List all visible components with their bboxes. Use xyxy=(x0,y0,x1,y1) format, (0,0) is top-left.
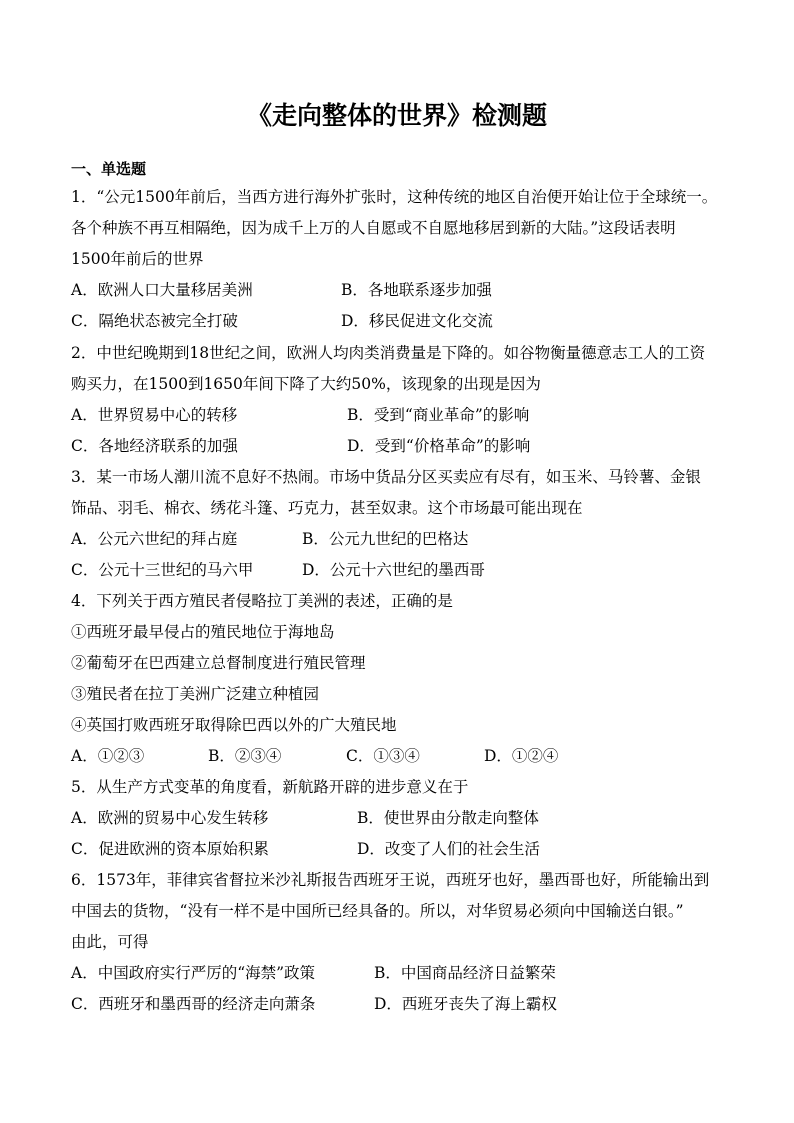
option-a: A．世界贸易中心的转移 xyxy=(71,406,238,424)
question-stem-line: 1．“公元1500年前后，当西方进行海外扩张时，这种传统的地区自治便开始让位于全球统一。 xyxy=(71,188,718,206)
question-stem-line: 1500年前后的世界 xyxy=(71,250,204,268)
option-b: B．使世界由分散走向整体 xyxy=(357,809,539,827)
option-row xyxy=(71,309,731,340)
option-row xyxy=(71,558,731,589)
question-stem-line: 5．从生产方式变革的角度看，新航路开辟的进步意义在于 xyxy=(71,778,469,796)
page-title: 《走向整体的世界》检测题 xyxy=(246,101,547,130)
statement-2: ②葡萄牙在巴西建立总督制度进行殖民管理 xyxy=(71,654,366,672)
question-stem-line: 中国去的货物，“没有一样不是中国所已经具备的。所以，对华贸易必须向中国输送白银。” xyxy=(71,902,684,920)
option-row xyxy=(71,992,731,1023)
option-c: C．促进欧洲的资本原始积累 xyxy=(71,840,269,858)
statement-3: ③殖民者在拉丁美洲广泛建立种植园 xyxy=(71,685,320,703)
option-b: B．受到“商业革命”的影响 xyxy=(347,406,530,424)
option-a: A．欧洲的贸易中心发生转移 xyxy=(71,809,269,827)
question-stem-line: 3．某一市场人潮川流不息好不热闹。市场中货品分区买卖应有尽有，如玉米、马铃薯、金银 xyxy=(71,468,701,486)
question-stem-line: 购买力，在1500到1650年间下降了大约50%，该现象的出现是因为 xyxy=(71,375,541,393)
option-a: A．公元六世纪的拜占庭 xyxy=(71,530,238,548)
question-3 xyxy=(71,465,731,589)
statement-4: ④英国打败西班牙取得除巴西以外的广大殖民地 xyxy=(71,716,397,734)
question-stem-line: 6．1573年，菲律宾省督拉米沙礼斯报告西班牙王说，西班牙也好，墨西哥也好，所能输出到 xyxy=(71,871,710,889)
option-d: D．改变了人们的社会生活 xyxy=(357,840,540,858)
option-row xyxy=(71,961,731,992)
question-stem-line: 4．下列关于西方殖民者侵略拉丁美洲的表述，正确的是 xyxy=(71,592,453,610)
question-4 xyxy=(71,589,731,775)
option-a: A．①②③ xyxy=(71,747,145,765)
option-d: D．西班牙丧失了海上霸权 xyxy=(374,995,557,1013)
option-b: B．②③④ xyxy=(208,747,282,765)
option-c: C．西班牙和墨西哥的经济走向萧条 xyxy=(71,995,316,1013)
section-heading: 一、单选题 xyxy=(71,160,147,178)
option-c: C．隔绝状态被完全打破 xyxy=(71,312,238,330)
question-stem-line: 饰品、羽毛、棉衣、绣花斗篷、巧克力，甚至奴隶。这个市场最可能出现在 xyxy=(71,499,583,517)
question-stem-line: 2．中世纪晚期到18世纪之间，欧洲人均肉类消费量是下降的。如谷物衡量德意志工人的工资 xyxy=(71,344,706,362)
option-a: A．中国政府实行严厉的“海禁”政策 xyxy=(71,964,316,982)
option-d: D．公元十六世纪的墨西哥 xyxy=(302,561,485,579)
question-stem-line: 各个种族不再互相隔绝，因为成千上万的人自愿或不自愿地移居到新的大陆。”这段话表明 xyxy=(71,219,676,237)
option-b: B．公元九世纪的巴格达 xyxy=(302,530,469,548)
question-5 xyxy=(71,775,731,868)
option-d: D．移民促进文化交流 xyxy=(341,312,493,330)
option-d: D．受到“价格革命”的影响 xyxy=(347,437,531,455)
question-2 xyxy=(71,341,731,465)
option-row xyxy=(71,403,731,434)
option-c: C．各地经济联系的加强 xyxy=(71,437,238,455)
option-c: C．公元十三世纪的马六甲 xyxy=(71,561,254,579)
question-1 xyxy=(71,185,731,340)
question-6 xyxy=(71,868,731,1023)
option-row xyxy=(71,806,731,837)
option-d: D．①②④ xyxy=(484,747,559,765)
statement-1: ①西班牙最早侵占的殖民地位于海地岛 xyxy=(71,623,335,641)
option-b: B．中国商品经济日益繁荣 xyxy=(374,964,556,982)
question-stem-line: 由此，可得 xyxy=(71,933,149,951)
option-c: C．①③④ xyxy=(346,747,420,765)
option-row xyxy=(71,744,731,775)
option-row xyxy=(71,434,731,465)
option-row xyxy=(71,837,731,868)
option-b: B．各地联系逐步加强 xyxy=(341,281,492,299)
option-a: A．欧洲人口大量移居美洲 xyxy=(71,281,253,299)
option-row xyxy=(71,278,731,309)
option-row xyxy=(71,527,731,558)
